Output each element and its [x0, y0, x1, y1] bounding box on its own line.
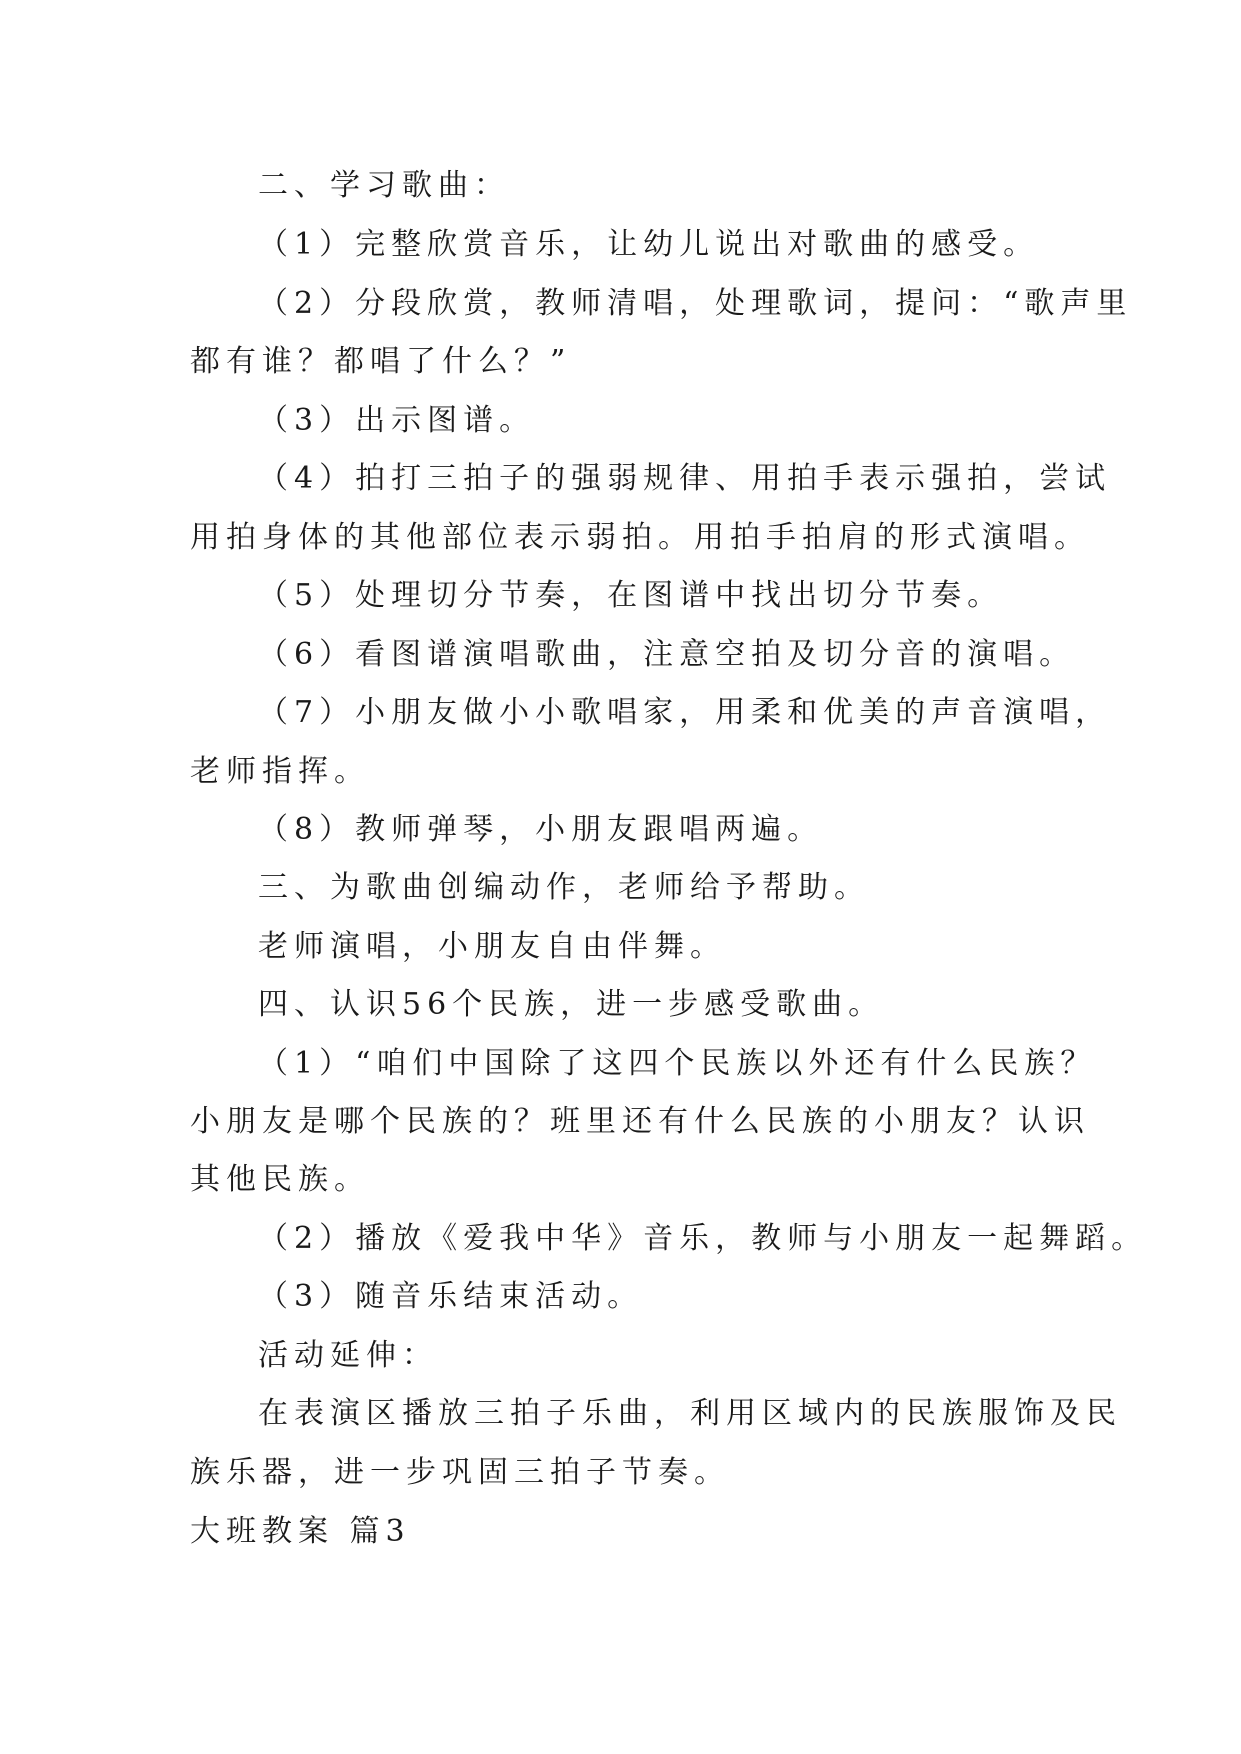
paragraph: 老师演唱，小朋友自由伴舞。 [258, 929, 726, 964]
section-heading: 二、学习歌曲： [258, 168, 510, 203]
section-heading: 活动延伸： [258, 1338, 438, 1373]
page-section-title: 大班教案 篇3 [190, 1514, 411, 1549]
list-item: （1）“咱们中国除了这四个民族以外还有什么民族？ [258, 1046, 1097, 1081]
list-item: （4）拍打三拍子的强弱规律、用拍手表示强拍，尝试 [258, 461, 1112, 496]
list-item: （3）出示图谱。 [258, 403, 536, 438]
list-item: （1）完整欣赏音乐，让幼儿说出对歌曲的感受。 [258, 227, 1040, 262]
section-heading: 三、为歌曲创编动作，老师给予帮助。 [258, 870, 870, 905]
list-item-continuation: 小朋友是哪个民族的？班里还有什么民族的小朋友？认识 [190, 1104, 1090, 1139]
list-item-continuation: 老师指挥。 [190, 754, 370, 789]
list-item: （2）播放《爱我中华》音乐，教师与小朋友一起舞蹈。 [258, 1221, 1148, 1256]
list-item: （5）处理切分节奏，在图谱中找出切分节奏。 [258, 578, 1004, 613]
list-item: （6）看图谱演唱歌曲，注意空拍及切分音的演唱。 [258, 637, 1076, 672]
paragraph: 在表演区播放三拍子乐曲，利用区域内的民族服饰及民 [258, 1396, 1122, 1431]
list-item: （8）教师弹琴，小朋友跟唱两遍。 [258, 812, 824, 847]
section-heading: 四、认识56个民族，进一步感受歌曲。 [258, 987, 885, 1022]
list-item: （7）小朋友做小小歌唱家，用柔和优美的声音演唱， [258, 695, 1112, 730]
paragraph-continuation: 族乐器，进一步巩固三拍子节奏。 [190, 1455, 730, 1490]
list-item-continuation: 其他民族。 [190, 1162, 370, 1197]
list-item-continuation: 都有谁？都唱了什么？” [190, 344, 572, 379]
list-item-continuation: 用拍身体的其他部位表示弱拍。用拍手拍肩的形式演唱。 [190, 520, 1090, 555]
list-item: （3）随音乐结束活动。 [258, 1279, 644, 1314]
list-item: （2）分段欣赏，教师清唱，处理歌词，提问：“歌声里 [258, 286, 1133, 321]
